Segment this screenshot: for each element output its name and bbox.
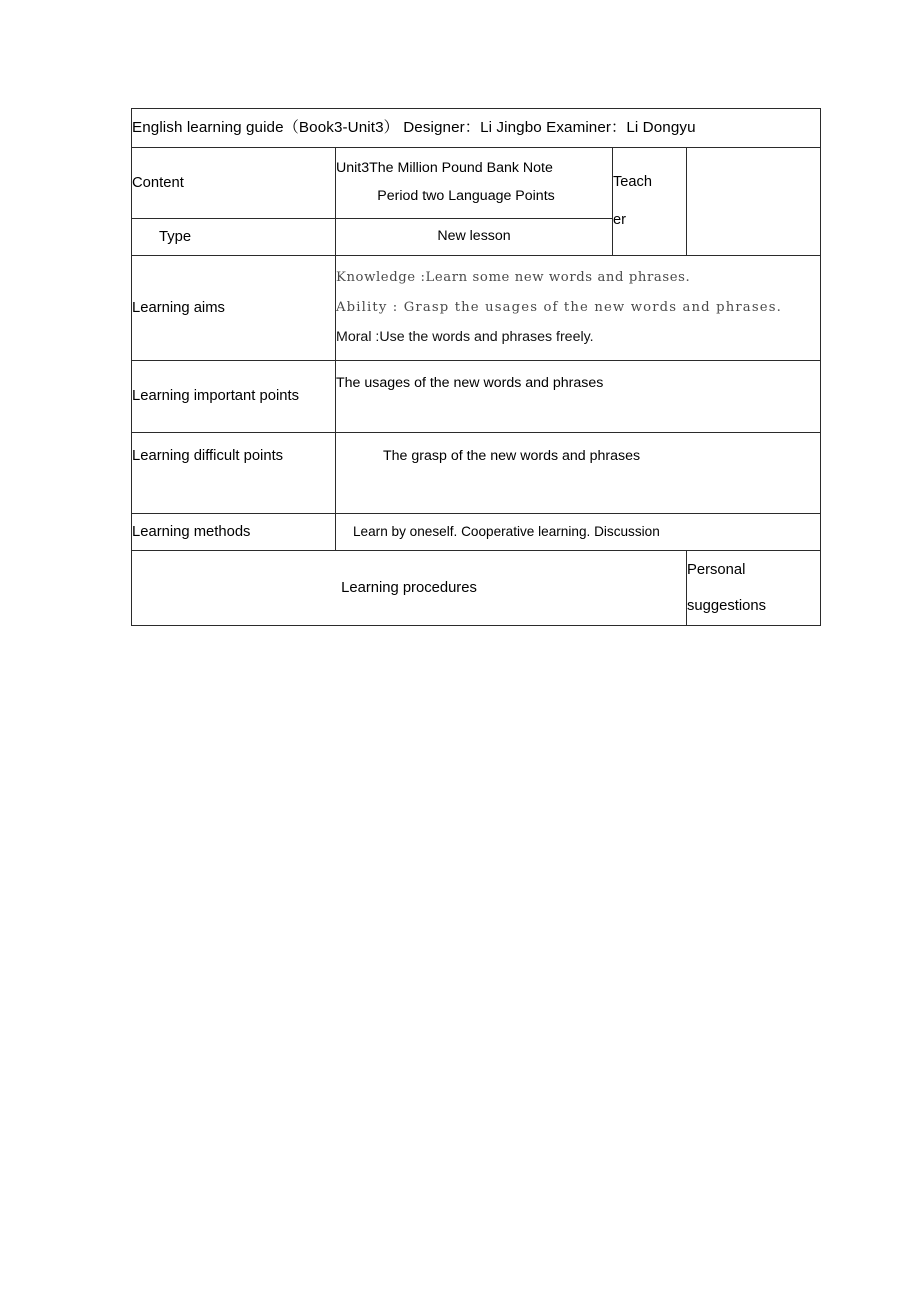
teacher-value-cell: [687, 148, 821, 256]
learning-aims-moral: Moral :Use the words and phrases freely.: [336, 329, 594, 346]
table-row-content: [132, 148, 821, 219]
table-row-title: [132, 109, 821, 148]
table-row-difficult-points: [132, 433, 821, 514]
learning-aims-knowledge: Knowledge :Learn some new words and phrases.: [336, 270, 691, 286]
table-row-learning-aims: [132, 256, 821, 361]
row-label-important-points: Learning important points: [132, 361, 336, 433]
content-line-2: Period two Language Points: [377, 188, 555, 204]
row-label-difficult-points: Learning difficult points: [132, 433, 336, 514]
personal-suggestions-line-1: Personal: [687, 561, 746, 578]
row-label-methods: Learning methods: [132, 514, 336, 551]
row-label-content: Content: [132, 148, 336, 219]
document-title: English learning guide（Book3-Unit3） Designer：Li Jingbo Examiner：Li Dongyu: [132, 109, 821, 148]
personal-suggestions-cell: [687, 551, 821, 626]
row-value-important-points: The usages of the new words and phrases: [336, 361, 821, 433]
row-label-type: Type: [132, 219, 336, 256]
row-label-teacher: [613, 148, 687, 256]
personal-suggestions-line-2: suggestions: [687, 598, 766, 614]
row-value-content: [336, 148, 613, 219]
lesson-plan-table: [131, 108, 821, 626]
table-row-methods: [132, 514, 821, 551]
row-value-difficult-points: The grasp of the new words and phrases: [336, 433, 821, 514]
content-line-1: Unit3The Million Pound Bank Note: [336, 160, 553, 177]
row-value-learning-aims: [336, 256, 821, 361]
row-value-methods: Learn by oneself. Cooperative learning. Discussion: [336, 514, 821, 551]
teacher-label-text: Teacher: [613, 174, 652, 228]
learning-aims-ability: Ability : Grasp the usages of the new words and phrases.: [336, 299, 782, 315]
row-value-type: New lesson: [336, 219, 613, 256]
learning-procedures-label: Learning procedures: [132, 551, 687, 626]
table-row-procedures: [132, 551, 821, 626]
table-row-important-points: [132, 361, 821, 433]
row-label-learning-aims: Learning aims: [132, 256, 336, 361]
